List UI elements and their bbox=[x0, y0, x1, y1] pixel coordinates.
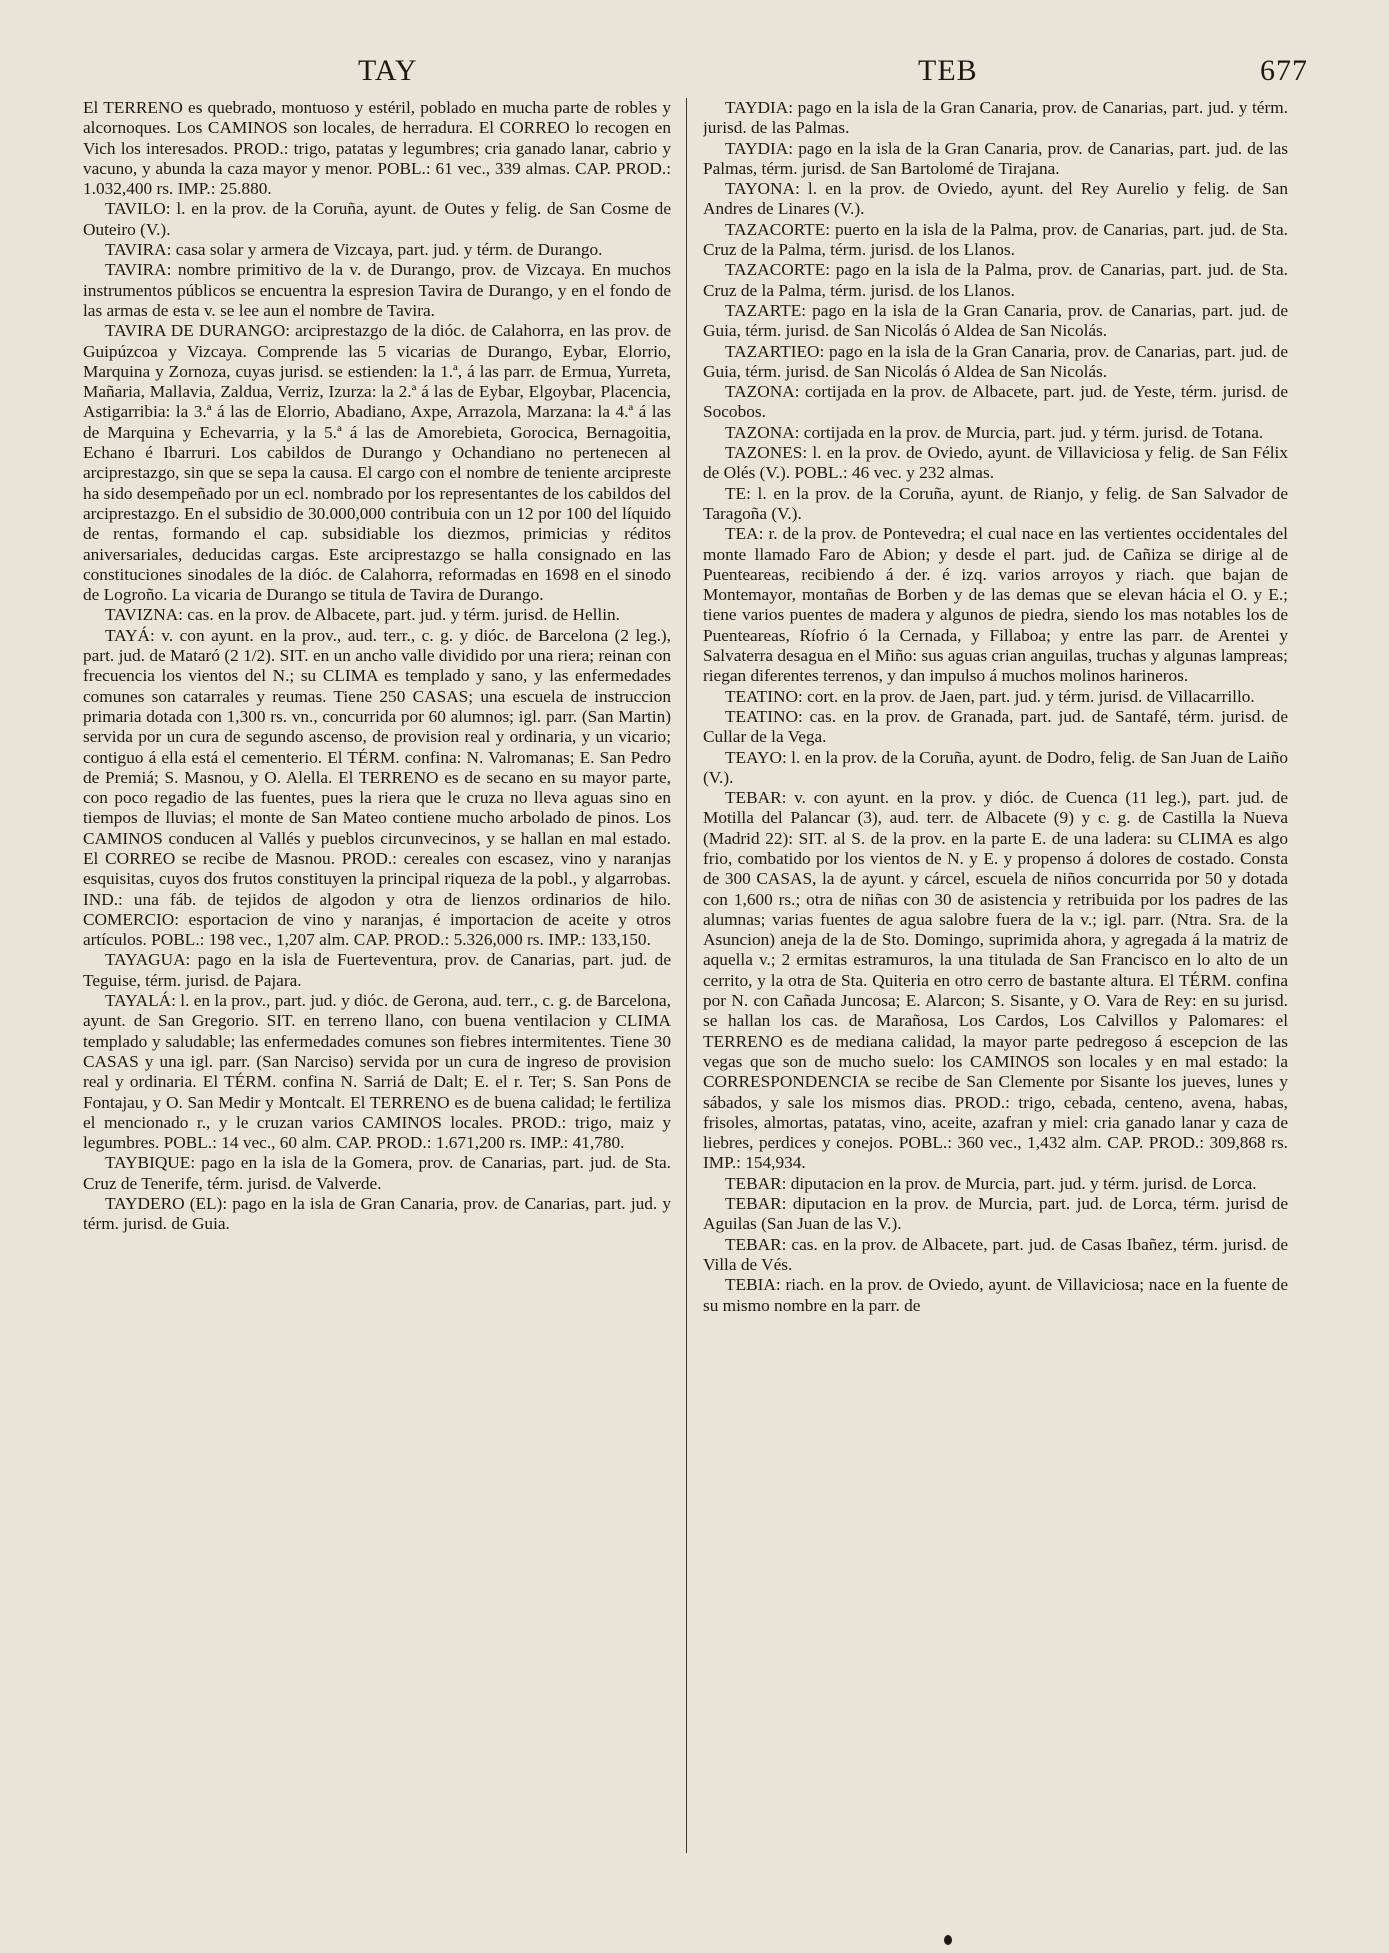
dictionary-entry: TAZARTE: pago en la isla de la Gran Canaria, prov. de Canarias, part. jud. de Guia, térm. jurisd. de San Nicolás ó Aldea de San Nicolás. bbox=[703, 300, 1288, 341]
dictionary-entry: TAYBIQUE: pago en la isla de la Gomera, prov. de Canarias, part. jud. de Sta. Cruz de Tenerife, térm. jurisd. de Valverde. bbox=[83, 1153, 671, 1193]
dictionary-entry: TEA: r. de la prov. de Pontevedra; el cual nace en las vertientes occidentales del monte llamado Faro de Abion; y desde el part. jud. de Cañiza se dirige al de Puenteareas, recibiendo á der. é izq. varios arroyos y riach. que bajan de Montemayor, montañas de Borben y de las demas que se elevan hácia el O. y E.; tiene varios puentes de madera y algunos de piedra, siendo los mas notables los de Puenteareas, Ríofrio ó la Cernada, y Fillaboa; y entre las parr. de Arentei y Salvaterra desagua en el Miño: sus aguas crian anguilas, truchas y algunas lampreas; riegan diferentes terrenos, y dan impulso á muchos molinos harineros. bbox=[703, 524, 1288, 686]
dictionary-entry: TAZONA: cortijada en la prov. de Albacete, part. jud. de Yeste, térm. jurisd. de Socobos. bbox=[703, 382, 1288, 422]
dictionary-entry: TEBAR: diputacion en la prov. de Murcia, part. jud. de Lorca, térm. jurisd de Aguilas (San Juan de las V.). bbox=[703, 1194, 1288, 1234]
printer-mark bbox=[944, 1935, 952, 1945]
dictionary-entry: TAVIZNA: cas. en la prov. de Albacete, part. jud. y térm. jurisd. de Hellin. bbox=[105, 605, 620, 625]
dictionary-entry: TAYONA: l. en la prov. de Oviedo, ayunt. del Rey Aurelio y felig. de San Andres de Linares (V.). bbox=[703, 179, 1288, 219]
running-header bbox=[78, 54, 1308, 98]
dictionary-entry: TAZACORTE: pago en la isla de la Palma, prov. de Canarias, part. jud. de Sta. Cruz de la Palma, térm. jurisd. de los Llanos. bbox=[703, 260, 1288, 300]
page-number: 677 bbox=[1260, 54, 1308, 87]
left-column bbox=[83, 98, 671, 1933]
dictionary-entry: TAZONA: cortijada en la prov. de Murcia, part. jud. y térm. jurisd. de Totana. bbox=[725, 422, 1264, 442]
dictionary-entry: TEATINO: cas. en la prov. de Granada, part. jud. de Santafé, térm. jurisd. de Cullar de la Vega. bbox=[703, 706, 1288, 747]
dictionary-entry: TAVILO: l. en la prov. de la Coruña, ayunt. de Outes y felig. de San Cosme de Outeiro (V.). bbox=[83, 199, 671, 239]
dictionary-entry: TEBIA: riach. en la prov. de Oviedo, ayunt. de Villaviciosa; nace en la fuente de su mismo nombre en la parr. de bbox=[703, 1275, 1288, 1315]
dictionary-entry: TAVIRA: casa solar y armera de Vizcaya, part. jud. y térm. de Durango. bbox=[105, 240, 603, 260]
dictionary-entry: TEBAR: cas. en la prov. de Albacete, part. jud. de Casas Ibañez, térm. jurisd. de Villa de Vés. bbox=[703, 1234, 1288, 1274]
dictionary-entry: TAZARTIEO: pago en la isla de la Gran Canaria, prov. de Canarias, part. jud. de Guia, térm. jurisd. de San Nicolás ó Aldea de San Nicolás. bbox=[703, 341, 1288, 381]
dictionary-entry: TAZONES: l. en la prov. de Oviedo, ayunt. de Villaviciosa y felig. de San Félix de Olés (V.). POBL.: 46 vec. y 232 almas. bbox=[703, 443, 1288, 483]
right-column bbox=[703, 98, 1288, 1933]
dictionary-entry: TAVIRA DE DURANGO: arciprestazgo de la dióc. de Calahorra, en las prov. de Guipúzcoa y Vizcaya. Comprende las 5 vicarias de Durango, Eybar, Elorrio, Marquina y Zornoza, cuyas jurisd. se estienden: la 1.ª, á las parr. de Ermua, Yurreta, Mañaria, Mallavia, Zaldua, Verriz, Izurza: la 2.ª á las de Eybar, Elgoybar, Placencia, Astigarribia: la 3.ª á las de Elorrio, Abadiano, Axpe, Arrazola, Marzana: la 4.ª á las de Marquina y Echevarria, y la 5.ª á las de Amorebieta, Gorocica, Bernagoitia, Echano é Ibarruri. Los cabildos de Durango y Ochandiano no pertenecen al arciprestazgo, sin que se sepa la causa. El cargo con el nombre de teniente arcipreste ha sido desempeñado por un ecl. nombrado por los representantes de los cabildos del arciprestazgo. En el subsidio de 30.000,000 contribuia con un 12 por 100 del líquido de rentas, formando el cap. subsidiable los diezmos, primicias y réditos aniversariales, deducidas cargas. Este arciprestazgo se halla consignado en las constituciones sinodales de la dióc. de Calahorra, reformadas en 1698 en el sinodo de Logroño. La vicaria de Durango se titula de Tavira de Durango. bbox=[83, 321, 671, 605]
dictionary-entry: TAYAGUA: pago en la isla de Fuerteventura, prov. de Canarias, part. jud. de Teguise, térm. jurisd. de Pajara. bbox=[83, 950, 671, 990]
dictionary-entry: TAYDIA: pago en la isla de la Gran Canaria, prov. de Canarias, part. jud. y térm. jurisd. de las Palmas. bbox=[703, 98, 1288, 138]
dictionary-entry: TAYÁ: v. con ayunt. en la prov., aud. terr., c. g. y dióc. de Barcelona (2 leg.), part. jud. de Mataró (2 1/2). SIT. en un ancho valle dividido por una riera; reinan con frecuencia los vientos del N.; su CLIMA es templado y sano, y las enfermedades comunes son catarrales y reumas. Tiene 250 CASAS; una escuela de instruccion primaria dotada con 1,300 rs. vn., concurrida por 60 alumnos; igl. parr. (San Martin) servida por un cura de segundo ascenso, de provision real y ordinaria, y un vicario; contiguo á ella está el cementerio. El TÉRM. confina: N. Valromanas; E. San Pedro de Premiá; S. Masnou, y O. Alella. El TERRENO es de secano en su mayor parte, con poco regadio de las fuentes, pues la riera que le cruza no lleva aguas sino en tiempos de lluvias; el monte de San Mateo contiene mucho arbolado de pinos. Los CAMINOS conducen al Vallés y pueblos circunvecinos, y se hallan en mal estado. El CORREO se recibe de Masnou. PROD.: cereales con escasez, vino y naranjas esquisitas, cuyos dos frutos constituyen la principal riqueza de la pobl., y algarrobas. IND.: una fáb. de tejidos de algodon y otra de lienzos ordinarios de hilo. COMERCIO: esportacion de vino y naranjas, é importacion de aceite y otros artículos. POBL.: 198 vec., 1,207 alm. CAP. PROD.: 5.326,000 rs. IMP.: 133,150. bbox=[83, 625, 671, 950]
dictionary-entry: TE: l. en la prov. de la Coruña, ayunt. de Rianjo, y felig. de San Salvador de Taragoña (V.). bbox=[703, 483, 1288, 523]
dictionary-entry: TAZACORTE: puerto en la isla de la Palma, prov. de Canarias, part. jud. de Sta. Cruz de la Palma, térm. jurisd. de los Llanos. bbox=[703, 219, 1288, 260]
dictionary-entry: TEATINO: cort. en la prov. de Jaen, part. jud. y térm. jurisd. de Villacarrillo. bbox=[725, 686, 1255, 706]
dictionary-entry: El TERRENO es quebrado, montuoso y estéril, poblado en mucha parte de robles y alcornoques. Los CAMINOS son locales, de herradura. El CORREO lo recogen en Vich los interesados. PROD.: trigo, patatas y legumbres; cria ganado lanar, cabrio y vacuno, y abunda la caza mayor y menor. POBL.: 61 vec., 339 almas. CAP. PROD.: 1.032,400 rs. IMP.: 25.880. bbox=[83, 98, 671, 199]
dictionary-entry: TEBAR: diputacion en la prov. de Murcia, part. jud. y térm. jurisd. de Lorca. bbox=[725, 1173, 1257, 1193]
header-left-guide-word: TAY bbox=[358, 54, 418, 87]
dictionary-entry: TAYALÁ: l. en la prov., part. jud. y dióc. de Gerona, aud. terr., c. g. de Barcelona, ayunt. de San Gregorio. SIT. en terreno llano, con buena ventilacion y CLIMA templado y saludable; las enfermedades comunes son fiebres intermitentes. Tiene 30 CASAS y una igl. parr. (San Narciso) servida por un cura de ingreso de provision real y ordinaria. El TÉRM. confina N. Sarriá de Dalt; E. el r. Ter; S. San Pons de Fontajau, y O. San Medir y Montcalt. El TERRENO es de buena calidad; le fertiliza el mencionado r., y le cruzan varios CAMINOS locales. PROD.: trigo, maiz y legumbres. POBL.: 14 vec., 60 alm. CAP. PROD.: 1.671,200 rs. IMP.: 41,780. bbox=[83, 991, 671, 1153]
dictionary-entry: TAYDERO (EL): pago en la isla de Gran Canaria, prov. de Canarias, part. jud. y térm. jurisd. de Guia. bbox=[83, 1194, 671, 1234]
dictionary-entry: TEAYO: l. en la prov. de la Coruña, ayunt. de Dodro, felig. de San Juan de Laiño (V.). bbox=[703, 747, 1288, 787]
column-divider bbox=[686, 98, 687, 1853]
header-right-guide-word: TEB bbox=[918, 54, 978, 87]
dictionary-entry: TAVIRA: nombre primitivo de la v. de Durango, prov. de Vizcaya. En muchos instrumentos públicos se encuentra la espresion Tavira de Durango, y en el fondo de las armas de esta v. se lee aun el nombre de Tavira. bbox=[83, 260, 671, 320]
dictionary-entry: TAYDIA: pago en la isla de la Gran Canaria, prov. de Canarias, part. jud. de las Palmas, térm. jurisd. de San Bartolomé de Tirajana. bbox=[703, 138, 1288, 178]
dictionary-entry: TEBAR: v. con ayunt. en la prov. y dióc. de Cuenca (11 leg.), part. jud. de Motilla del Palancar (3), aud. terr. de Albacete (9) y c. g. de Castilla la Nueva (Madrid 22): SIT. al S. de la prov. en la parte E. de una ladera: su CLIMA es algo frio, combatido por los vientos de N. y E. y propenso á dolores de costado. Consta de 300 CASAS, la de ayunt. y cárcel, escuela de niños concurrida por 50 y dotada con 1,600 rs.; otra de niñas con 30 de asistencia y retribuida por los padres de las alumnas; varias fuentes de agua salobre fuera de la v.; igl. parr. (Ntra. Sra. de la Asuncion) aneja de la de Sto. Domingo, suprimida ahora, y agregada á la matriz de aquella v.; 2 ermitas estramuros, la una titulada de San Francisco en lo alto de un cerrito, y la otra de Sta. Quiteria en otro cerro de bastante altura. El TÉRM. confina por N. con Cañada Juncosa; E. Alarcon; S. Sisante, y O. Vara de Rey: en su jurisd. se hallan los cas. de Marañosa, Los Cardos, Los Calvillos y Palomares: el TERRENO es de mediana calidad, la mayor parte pedregoso á escepcion de las vegas que son de mucho suelo: los CAMINOS son locales y en mal estado: la CORRESPONDENCIA se recibe de San Clemente por Sisante los jueves, lunes y sábados, y sale los mismos dias. PROD.: trigo, cebada, centeno, avena, habas, frisoles, almortas, patatas, vino, aceite, azafran y miel: cria ganado lanar y caza de liebres, perdices y conejos. POBL.: 360 vec., 1,432 alm. CAP. PROD.: 309,868 rs. IMP.: 154,934. bbox=[703, 788, 1288, 1173]
